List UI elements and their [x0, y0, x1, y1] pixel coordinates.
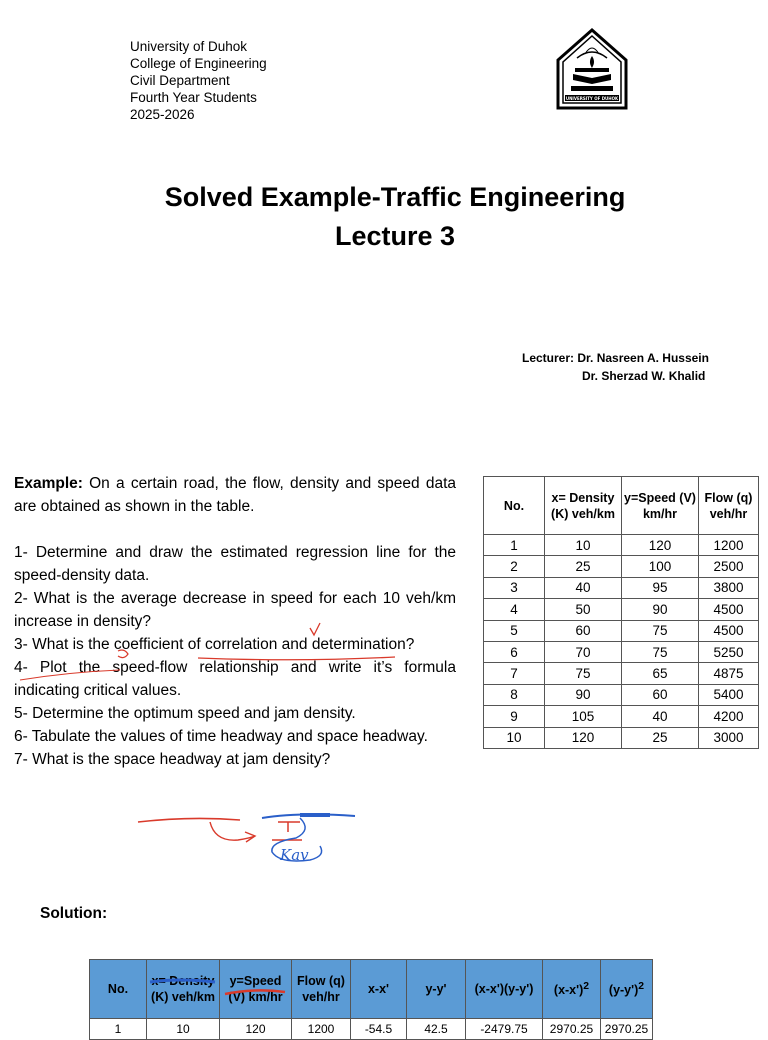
table-row — [484, 727, 759, 748]
table-cell: 50 — [545, 599, 622, 620]
table-cell: 1200 — [292, 1019, 351, 1040]
table-header-row — [484, 477, 759, 535]
example-label: Example: — [14, 475, 83, 492]
table-cell: 65 — [622, 663, 699, 684]
table-cell: 75 — [622, 620, 699, 641]
table-cell: 4500 — [699, 599, 759, 620]
col-header: No. — [90, 960, 147, 1019]
question-6: 6- Tabulate the values of time headway and space headway. — [14, 728, 428, 745]
table-cell: 75 — [622, 641, 699, 662]
intro-text: On a certain road, the flow, density and speed data are obtained as shown in the table. — [14, 475, 456, 515]
red-mark — [278, 822, 300, 832]
table-row — [484, 663, 759, 684]
table-row — [484, 556, 759, 577]
table-cell: 70 — [545, 641, 622, 662]
problem-intro — [14, 472, 456, 518]
solution-table — [89, 959, 653, 1040]
col-header: x= Density (K) veh/km — [545, 477, 622, 535]
table-cell: 3 — [484, 577, 545, 598]
table-row — [484, 599, 759, 620]
table-row — [484, 684, 759, 705]
table-cell: 5250 — [699, 641, 759, 662]
col-header: Flow (q) veh/hr — [292, 960, 351, 1019]
table-cell: 60 — [545, 620, 622, 641]
table-cell: 1 — [484, 535, 545, 556]
col-header: x-x' — [351, 960, 407, 1019]
table-cell: 120 — [545, 727, 622, 748]
col-header: $(x-x')^2$ — [543, 960, 601, 1019]
table-cell: 10 — [484, 727, 545, 748]
col-header: No. — [484, 477, 545, 535]
col-header: x= Density (K) veh/km — [147, 960, 220, 1019]
question-5: 5- Determine the optimum speed and jam density. — [14, 705, 356, 722]
table-cell: 120 — [622, 535, 699, 556]
col-header: $(y-y')^2$ — [601, 960, 653, 1019]
question-4: 4- Plot the speed-flow relationship and write it’s formula indicating critical values. — [14, 659, 456, 699]
table-cell: 100 — [622, 556, 699, 577]
table-cell: 95 — [622, 577, 699, 598]
col-header: Flow (q) veh/hr — [699, 477, 759, 535]
table-cell: 7 — [484, 663, 545, 684]
table-row — [484, 535, 759, 556]
table-cell: 40 — [545, 577, 622, 598]
blue-underline — [262, 814, 355, 818]
handwritten-note: Kav — [280, 846, 309, 864]
table-cell: 25 — [545, 556, 622, 577]
table-cell: 25 — [622, 727, 699, 748]
table-cell: 2970.25 — [543, 1019, 601, 1040]
table-cell: 5400 — [699, 684, 759, 705]
question-2: 2- What is the average decrease in speed for each 10 veh/km increase in density? — [14, 590, 456, 630]
table-cell: 2 — [484, 556, 545, 577]
table-cell: 8 — [484, 684, 545, 705]
table-row — [484, 577, 759, 598]
table-cell: 10 — [545, 535, 622, 556]
table-cell: 90 — [545, 684, 622, 705]
lecturer-2: Dr. Sherzad W. Khalid — [582, 369, 706, 383]
lecturer-1: Lecturer: Dr. Nasreen A. Hussein — [522, 351, 709, 365]
table-cell: -54.5 — [351, 1019, 407, 1040]
col-header: (x-x')(y-y') — [466, 960, 543, 1019]
question-1: 1- Determine and draw the estimated regression line for the speed-density data. — [14, 544, 456, 584]
table-cell: 120 — [220, 1019, 292, 1040]
red-arrow — [210, 822, 255, 840]
header-line: Fourth Year Students — [130, 90, 257, 105]
university-logo — [555, 28, 629, 110]
header-line: College of Engineering — [130, 56, 267, 71]
blue-circle — [272, 818, 322, 861]
table-cell: 40 — [622, 706, 699, 727]
table-cell: 4200 — [699, 706, 759, 727]
table-cell: 3000 — [699, 727, 759, 748]
header-line: University of Duhok — [130, 39, 248, 54]
table-cell: -2479.75 — [466, 1019, 543, 1040]
table-cell: 4 — [484, 599, 545, 620]
table-cell: 42.5 — [407, 1019, 466, 1040]
page-title: Solved Example-Traffic Engineering — [164, 182, 626, 212]
table-cell: 6 — [484, 641, 545, 662]
col-header: y=Speed (V) km/hr — [220, 960, 292, 1019]
table-cell: 75 — [545, 663, 622, 684]
problem-statement — [14, 472, 456, 771]
question-7: 7- What is the space headway at jam density? — [14, 751, 331, 768]
table-cell: 2500 — [699, 556, 759, 577]
table-cell: 60 — [622, 684, 699, 705]
table-row — [484, 641, 759, 662]
table-cell: 105 — [545, 706, 622, 727]
institution-header — [130, 38, 267, 123]
table-cell: 5 — [484, 620, 545, 641]
table-cell: 1200 — [699, 535, 759, 556]
table-cell: 3800 — [699, 577, 759, 598]
lecture-number: Lecture 3 — [334, 221, 456, 251]
table-cell: 9 — [484, 706, 545, 727]
table-row — [484, 706, 759, 727]
table-cell: 4500 — [699, 620, 759, 641]
red-underline — [138, 818, 240, 822]
table-cell: 10 — [147, 1019, 220, 1040]
table-cell: 4875 — [699, 663, 759, 684]
table-cell: 2970.25 — [601, 1019, 653, 1040]
logo-text: UNIVERSITY OF DUHOK — [565, 96, 619, 101]
solution-header-row — [90, 960, 653, 1019]
table-row — [90, 1019, 653, 1040]
header-line: 2025-2026 — [130, 107, 195, 122]
question-3: 3- What is the coefficient of correlation and determination? — [14, 636, 415, 653]
arrow-head — [245, 832, 255, 842]
traffic-data-table — [483, 476, 759, 749]
table-row — [484, 620, 759, 641]
header-line: Civil Department — [130, 73, 230, 88]
table-cell: 90 — [622, 599, 699, 620]
solution-label: Solution: — [40, 905, 108, 922]
table-cell: 1 — [90, 1019, 147, 1040]
col-header: y-y' — [407, 960, 466, 1019]
col-header: y=Speed (V) km/hr — [622, 477, 699, 535]
